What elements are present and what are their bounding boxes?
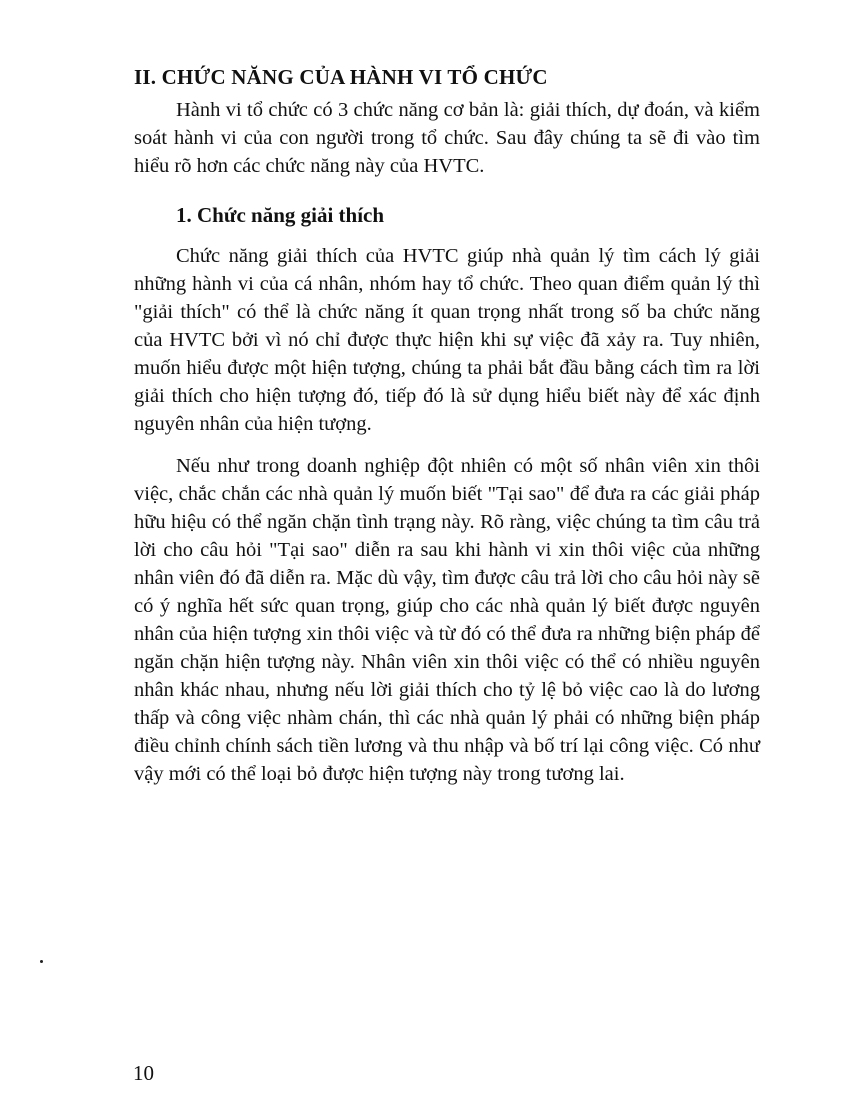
body-paragraph: Nếu như trong doanh nghiệp đột nhiên có một số nhân viên xin thôi việc, chắc chắn các nhà quản lý muốn biết "Tại sao" để đưa ra các giải pháp hữu hiệu có thể ngăn chặn tình trạng này. Rõ ràng, việc chúng ta tìm câu trả lời cho câu hỏi "Tại sao" diễn ra sau khi hành vi xin thôi việc của những nhân viên đó đã diễn ra. Mặc dù vậy, tìm được câu trả lời cho câu hỏi này sẽ có ý nghĩa hết sức quan trọng, giúp cho các nhà quản lý biết được nguyên nhân của hiện tượng xin thôi việc và từ đó có thể đưa ra những biện pháp để ngăn chặn hiện tượng này. Nhân viên xin thôi việc có thể có nhiều nguyên nhân khác nhau, nhưng nếu lời giải thích cho tỷ lệ bỏ việc cao là do lương thấp và công việc nhàm chán, thì các nhà quản lý phải có những biện pháp điều chỉnh chính sách tiền lương và thu nhập và bố trí lại công việc. Có như vậy mới có thể loại bỏ được hiện tượng này trong tương lai. [134, 455, 760, 785]
subsection-heading: 1. Chức năng giải thích [176, 203, 385, 227]
scan-speck [40, 960, 43, 963]
page-content [134, 62, 760, 788]
page-number: 10 [133, 1061, 154, 1085]
paragraph-gap [134, 438, 760, 452]
body-paragraph: Chức năng giải thích của HVTC giúp nhà quản lý tìm cách lý giải những hành vi của cá nhân, nhóm hay tổ chức. Theo quan điểm quản lý thì "giải thích" có thể là chức năng ít quan trọng nhất trong số ba chức năng của HVTC bởi vì nó chỉ được thực hiện khi sự việc đã xảy ra. Tuy nhiên, muốn hiểu được một hiện tượng, chúng ta phải bắt đầu bằng cách tìm ra lời giải thích cho hiện tượng đó, tiếp đó là sử dụng hiểu biết này để xác định nguyên nhân của hiện tượng. [134, 245, 760, 435]
section-heading: II. CHỨC NĂNG CỦA HÀNH VI TỔ CHỨC [134, 65, 548, 89]
intro-paragraph: Hành vi tổ chức có 3 chức năng cơ bản là: giải thích, dự đoán, và kiểm soát hành vi của con người trong tổ chức. Sau đây chúng ta sẽ đi vào tìm hiểu rõ hơn các chức năng này của HVTC. [134, 99, 760, 177]
